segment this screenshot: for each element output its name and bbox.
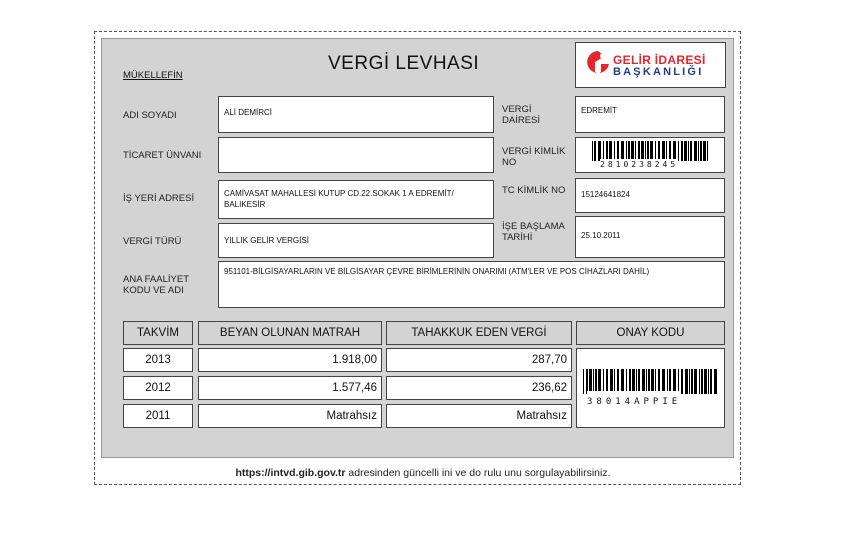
- col-header-matrah: BEYAN OLUNAN MATRAH: [198, 321, 382, 345]
- barcode-bar: [647, 141, 649, 161]
- barcode-bar: [681, 141, 683, 161]
- barcode-bar: [638, 141, 640, 161]
- barcode-bar: [592, 141, 593, 161]
- barcode-bar: [603, 141, 604, 161]
- barcode-bar: [714, 369, 717, 394]
- activity-field: 951101-BİLGİSAYARLARIN VE BİLGİSAYAR ÇEVRE BİRİMLERİNİN ONARIMI (ATM'LER VE POS CİHAZLARI DAHİL): [218, 261, 725, 308]
- barcode-bar: [609, 141, 612, 161]
- tax-type-label: VERGİ TÜRÜ: [123, 236, 182, 247]
- barcode-bar: [685, 369, 688, 394]
- office-label: VERGİ DAİRESİ: [502, 104, 541, 126]
- table-row-vergi: 287,70: [386, 348, 572, 372]
- barcode-bar: [594, 141, 596, 161]
- barcode-bar: [707, 141, 708, 161]
- activity-label: ANA FAALİYET KODU VE ADI: [123, 274, 189, 296]
- table-row-matrah: 1.577,46: [198, 376, 382, 400]
- barcode-bar: [658, 141, 660, 161]
- col-header-vergi: TAHAKKUK EDEN VERGİ: [386, 321, 572, 345]
- col-header-takvim: TAKVİM: [123, 321, 193, 345]
- table-row-matrah: 1.918,00: [198, 348, 382, 372]
- start-field: 25.10.2011: [575, 216, 725, 258]
- barcode-bar: [689, 369, 690, 394]
- tax-id-label: VERGİ KİMLİK NO: [502, 146, 566, 168]
- barcode-bar: [681, 369, 683, 394]
- barcode-bar: [626, 141, 627, 161]
- address-field: CAMİVASAT MAHALLESİ KUTUP CD.22.SOKAK 1 A EDREMİT/ BALIKESİR: [218, 180, 494, 219]
- barcode-bar: [678, 141, 679, 161]
- address-label: İŞ YERİ ADRESİ: [123, 193, 195, 204]
- table-row-vergi: 236,62: [386, 376, 572, 400]
- barcode-bar: [708, 369, 709, 394]
- barcode-bar: [703, 141, 706, 161]
- barcode-bar: [666, 141, 667, 161]
- gib-logo: [575, 42, 726, 88]
- barcode-bar: [694, 369, 697, 394]
- barcode-bar: [673, 141, 676, 161]
- document-title: VERGİ LEVHASI: [328, 53, 480, 74]
- table-row-year: 2012: [123, 376, 193, 400]
- tc-field: 15124641824: [575, 178, 725, 213]
- barcode-bar: [606, 141, 608, 161]
- barcode-bar: [628, 141, 630, 161]
- footer-text: adresinden güncelli ini ve do rulu unu sorgulayabilirsiniz.: [345, 467, 611, 479]
- name-field: ALİ DEMİRCİ: [218, 96, 494, 133]
- trade-field: [218, 137, 494, 173]
- barcode-bar: [583, 369, 584, 394]
- table-row-matrah: Matrahsız: [198, 404, 382, 428]
- barcode-bar: [690, 141, 692, 161]
- barcode-bar: [641, 141, 644, 161]
- barcode-bar: [701, 369, 703, 394]
- barcode-bar: [645, 141, 646, 161]
- section-label: MÜKELLEFİN: [123, 70, 183, 81]
- approval-code-cell: [576, 348, 725, 428]
- barcode-bar: [688, 141, 689, 161]
- barcode-bar: [655, 141, 656, 161]
- barcode-bar: [631, 141, 634, 161]
- name-label: ADI SOYADI: [123, 110, 177, 121]
- barcode-bar: [614, 141, 615, 161]
- barcode-bar: [698, 141, 699, 161]
- barcode-bar: [704, 369, 707, 394]
- table-row-year: 2011: [123, 404, 193, 428]
- tax-id-field: [575, 137, 725, 173]
- barcode-bar: [691, 369, 693, 394]
- footer-url: https://intvd.gib.gov.tr: [235, 467, 346, 479]
- office-field: EDREMİT: [575, 96, 725, 133]
- barcode-bar: [694, 141, 697, 161]
- logo-line1: GELİR İDARESİ: [613, 53, 706, 67]
- barcode-bar: [684, 141, 687, 161]
- gib-logo-mark-icon: [586, 50, 610, 80]
- tc-label: TC KİMLİK NO: [502, 185, 566, 196]
- barcode-bar: [635, 141, 636, 161]
- barcode-bar: [710, 369, 712, 394]
- barcode-bar: [662, 141, 665, 161]
- trade-label: TİCARET ÜNVANI: [123, 150, 202, 161]
- tax-type-field: YILLIK GELİR VERGİSİ: [218, 223, 494, 258]
- barcode-bar: [650, 141, 653, 161]
- col-header-onay: ONAY KODU: [576, 321, 725, 345]
- barcode-bar: [617, 141, 619, 161]
- barcode-bar: [699, 369, 700, 394]
- approval-code-text: 38014APPIE: [587, 391, 681, 414]
- barcode-bar: [669, 141, 671, 161]
- table-row-year: 2013: [123, 348, 193, 372]
- start-label: İŞE BAŞLAMA TARİHİ: [502, 221, 565, 243]
- footer-note: [0, 467, 846, 479]
- tax-id-text: 2810238245: [600, 160, 679, 169]
- logo-line2: BAŞKANLIĞI: [613, 66, 704, 78]
- barcode-bar: [598, 141, 601, 161]
- barcode-bar: [700, 141, 702, 161]
- tax-id-barcode: [592, 141, 710, 161]
- table-row-vergi: Matrahsız: [386, 404, 572, 428]
- barcode-bar: [621, 141, 624, 161]
